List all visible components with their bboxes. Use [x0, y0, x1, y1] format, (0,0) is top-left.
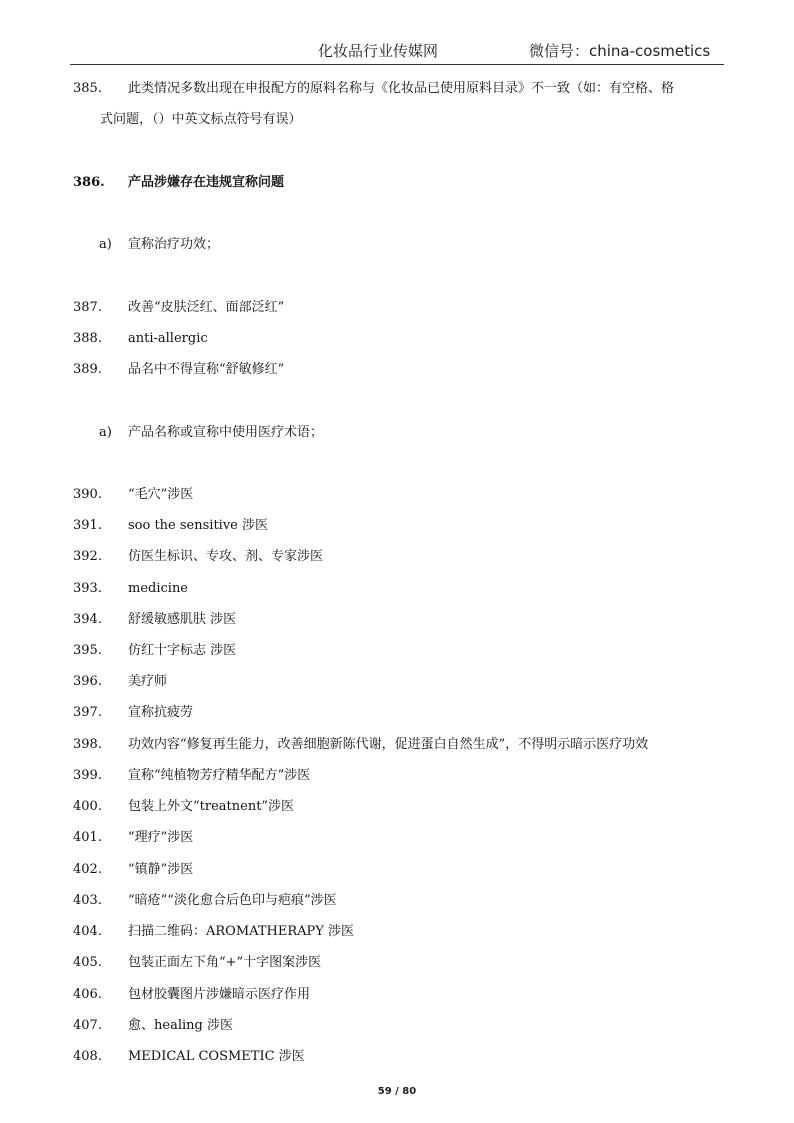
item-text: 愈、healing 涉医 [128, 1018, 233, 1033]
item-number: 398. [73, 737, 102, 752]
item-text: “理疗”涉医 [128, 830, 194, 845]
item-number: 405. [73, 955, 102, 970]
item-number: 390. [73, 487, 102, 502]
item-text: 仿红十字标志 涉医 [128, 643, 237, 658]
wechat-id: 微信号：china-cosmetics [529, 42, 711, 60]
item-number: 385. [73, 81, 102, 96]
item-number: 388. [73, 331, 102, 346]
item-number: 399. [73, 768, 102, 783]
item-text: “镇静”涉医 [128, 862, 194, 877]
item-number: 407. [73, 1018, 102, 1033]
item-number: 389. [73, 362, 102, 377]
item-text: 美疗师 [128, 674, 168, 689]
item-number: 404. [73, 924, 102, 939]
item-text: 宣称“纯植物芳疗精华配方”涉医 [128, 768, 311, 783]
section-title: 产品涉嫌存在违规宣称问题 [128, 175, 285, 190]
item-text: 包材胶囊图片涉嫌暗示医疗作用 [128, 987, 311, 1002]
item-text: “毛穴”涉医 [128, 487, 194, 502]
site-name: 化妆品行业传媒网 [318, 42, 439, 60]
item-number: 393. [73, 581, 102, 596]
sub-item-text: 宣称治疗功效； [128, 237, 220, 252]
page-header [70, 38, 724, 65]
item-text: medicine [128, 581, 189, 596]
item-number: 391. [73, 518, 102, 533]
item-number: 401. [73, 830, 102, 845]
item-text-continuation: 式问题，（）中英文标点符号有误） [100, 112, 302, 127]
item-text: 包装上外文“treatnent”涉医 [128, 799, 295, 814]
item-number: 403. [73, 893, 102, 908]
sub-item-label: a) [99, 237, 112, 252]
item-number: 400. [73, 799, 102, 814]
item-number: 406. [73, 987, 102, 1002]
item-text: 包装正面左下角“+”十字图案涉医 [128, 955, 322, 970]
item-number: 408. [73, 1049, 102, 1064]
item-text: 舒缓敏感肌肤 涉医 [128, 612, 237, 627]
section-number: 386. [73, 175, 105, 190]
item-text: 此类情况多数出现在申报配方的原料名称与《化妆品已使用原料目录》不一致（如：有空格、格 [128, 81, 675, 96]
item-number: 396. [73, 674, 102, 689]
item-text: anti-allergic [128, 331, 208, 346]
sub-item-text: 产品名称或宣称中使用医疗术语； [128, 425, 324, 440]
item-text: 改善“皮肤泛红、面部泛红” [128, 300, 285, 315]
item-number: 387. [73, 300, 102, 315]
item-text: MEDICAL COSMETIC 涉医 [128, 1049, 305, 1064]
item-text: soo the sensitive 涉医 [128, 518, 268, 533]
item-number: 394. [73, 612, 102, 627]
item-text: 品名中不得宣称“舒敏修红” [128, 362, 285, 377]
item-number: 402. [73, 862, 102, 877]
item-text: 宣称抗疲劳 [128, 705, 194, 720]
item-text: 仿医生标识、专攻、剂、专家涉医 [128, 549, 324, 564]
item-text: 扫描二维码：AROMATHERAPY 涉医 [128, 924, 354, 939]
item-number: 395. [73, 643, 102, 658]
item-number: 397. [73, 705, 102, 720]
item-text: 功效内容“修复再生能力，改善细胞新陈代谢，促进蛋白自然生成”，不得明示暗示医疗功效 [128, 737, 649, 752]
item-number: 392. [73, 549, 102, 564]
page-number: 59 / 80 [377, 1086, 417, 1097]
item-text: “暗疮”“淡化愈合后色印与疤痕”涉医 [128, 893, 337, 908]
sub-item-label: a) [99, 425, 112, 440]
